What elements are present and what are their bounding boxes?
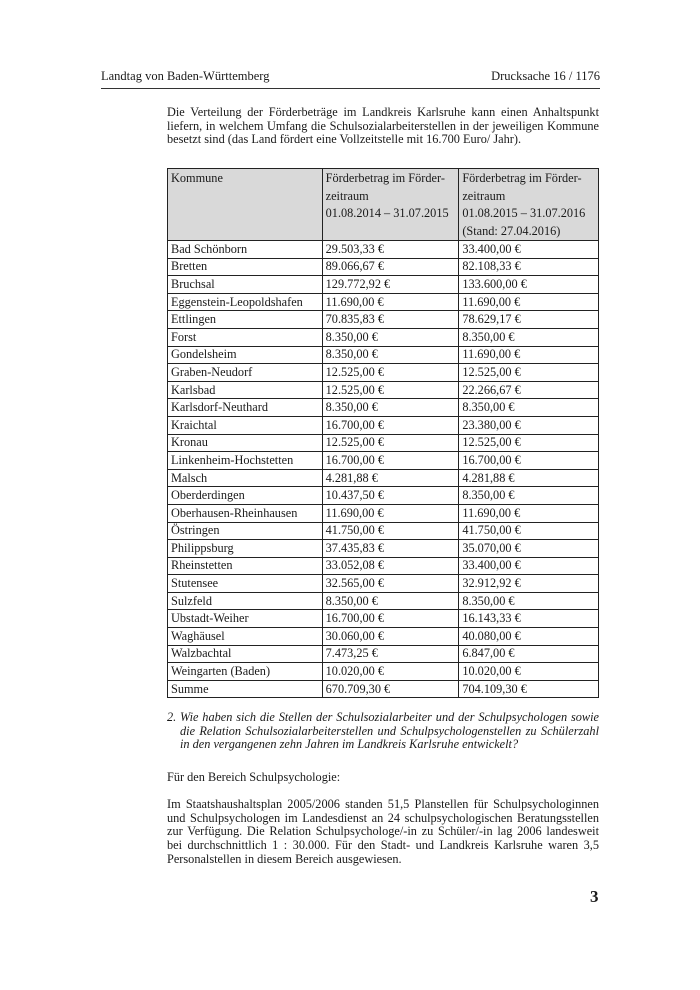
- amount-cell: 11.690,00 €: [459, 346, 599, 364]
- municipality-cell: Bretten: [168, 258, 323, 276]
- amount-cell: 30.060,00 €: [322, 628, 459, 646]
- header-line: 01.08.2014 – 31.07.2015: [325, 206, 449, 220]
- table-row: [168, 628, 599, 646]
- table-row: [168, 540, 599, 558]
- amount-cell: 11.690,00 €: [322, 504, 459, 522]
- table-row: [168, 328, 599, 346]
- municipality-cell: Linkenheim-Hochstetten: [168, 452, 323, 470]
- table-row: [168, 399, 599, 417]
- answer-paragraph: Im Staatshaushaltsplan 2005/2006 standen 51,5 Planstellen für Schulpsychologinnen und Schulpsychologen im Landesdienst an 24 schulpsychologischen Beratungsstellen zur Verfügung. Die Relation Schulpsychologe/-in zu Schüler/-in lag 2006 landesweit bei durchschnittlich 1 : 30.000. Für den Stadt- und Landkreis Karlsruhe waren 3,5 Personalstellen in diesem Bereich ausgewiesen.: [167, 797, 599, 866]
- municipality-cell: Karlsdorf-Neuthard: [168, 399, 323, 417]
- amount-cell: 40.080,00 €: [459, 628, 599, 646]
- amount-cell: 8.350,00 €: [459, 399, 599, 417]
- amount-cell: 670.709,30 €: [322, 680, 459, 698]
- amount-cell: 12.525,00 €: [322, 434, 459, 452]
- amount-cell: 16.700,00 €: [322, 610, 459, 628]
- amount-cell: 4.281,88 €: [459, 469, 599, 487]
- column-header: [168, 169, 323, 241]
- amount-cell: 41.750,00 €: [459, 522, 599, 540]
- amount-cell: 16.143,33 €: [459, 610, 599, 628]
- amount-cell: 32.565,00 €: [322, 575, 459, 593]
- table-row: [168, 311, 599, 329]
- municipality-cell: Oberhausen-Rheinhausen: [168, 504, 323, 522]
- amount-cell: 33.400,00 €: [459, 557, 599, 575]
- amount-cell: 12.525,00 €: [459, 434, 599, 452]
- table-row: [168, 680, 599, 698]
- amount-cell: 41.750,00 €: [322, 522, 459, 540]
- municipality-cell: Kraichtal: [168, 416, 323, 434]
- column-header: [459, 169, 599, 241]
- table-row: [168, 434, 599, 452]
- table-row: [168, 293, 599, 311]
- amount-cell: 8.350,00 €: [459, 328, 599, 346]
- table-row: [168, 645, 599, 663]
- amount-cell: 12.525,00 €: [322, 364, 459, 382]
- amount-cell: 8.350,00 €: [459, 487, 599, 505]
- table-row: [168, 258, 599, 276]
- amount-cell: 8.350,00 €: [322, 592, 459, 610]
- amount-cell: 33.052,08 €: [322, 557, 459, 575]
- municipality-cell: Philippsburg: [168, 540, 323, 558]
- header-line: Förderbetrag im Förder-: [325, 171, 445, 185]
- amount-cell: 11.690,00 €: [322, 293, 459, 311]
- question-number: 2.: [167, 710, 177, 724]
- table-row: [168, 522, 599, 540]
- question-2: [167, 711, 599, 752]
- municipality-cell: Ubstadt-Weiher: [168, 610, 323, 628]
- amount-cell: 16.700,00 €: [322, 416, 459, 434]
- section-intro: Für den Bereich Schulpsychologie:: [167, 770, 341, 784]
- table-row: [168, 469, 599, 487]
- municipality-cell: Ettlingen: [168, 311, 323, 329]
- table-row: [168, 557, 599, 575]
- amount-cell: 8.350,00 €: [322, 399, 459, 417]
- amount-cell: 133.600,00 €: [459, 276, 599, 294]
- amount-cell: 6.847,00 €: [459, 645, 599, 663]
- municipality-cell: Bad Schönborn: [168, 241, 323, 259]
- header-line: Kommune: [171, 171, 223, 185]
- amount-cell: 10.437,50 €: [322, 487, 459, 505]
- table-row: [168, 346, 599, 364]
- municipality-cell: Kronau: [168, 434, 323, 452]
- amount-cell: 10.020,00 €: [322, 663, 459, 681]
- amount-cell: 22.266,67 €: [459, 381, 599, 399]
- document-number: Drucksache 16 / 1176: [491, 69, 600, 83]
- table-row: [168, 416, 599, 434]
- amount-cell: 4.281,88 €: [322, 469, 459, 487]
- column-header: [322, 169, 459, 241]
- amount-cell: 82.108,33 €: [459, 258, 599, 276]
- table-row: [168, 364, 599, 382]
- amount-cell: 37.435,83 €: [322, 540, 459, 558]
- amount-cell: 11.690,00 €: [459, 293, 599, 311]
- table-row: [168, 504, 599, 522]
- municipality-cell: Gondelsheim: [168, 346, 323, 364]
- amount-cell: 11.690,00 €: [459, 504, 599, 522]
- amount-cell: 89.066,67 €: [322, 258, 459, 276]
- municipality-cell: Walzbachtal: [168, 645, 323, 663]
- amount-cell: 10.020,00 €: [459, 663, 599, 681]
- header-title: Landtag von Baden-Württemberg: [101, 69, 270, 83]
- amount-cell: 12.525,00 €: [459, 364, 599, 382]
- table-row: [168, 276, 599, 294]
- amount-cell: 29.503,33 €: [322, 241, 459, 259]
- page-header: [101, 69, 600, 84]
- table-row: [168, 452, 599, 470]
- municipality-cell: Oberderdingen: [168, 487, 323, 505]
- amount-cell: 12.525,00 €: [322, 381, 459, 399]
- table-row: [168, 241, 599, 259]
- municipality-cell: Weingarten (Baden): [168, 663, 323, 681]
- header-line: 01.08.2015 – 31.07.2016: [462, 206, 586, 220]
- municipality-cell: Rheinstetten: [168, 557, 323, 575]
- amount-cell: 78.629,17 €: [459, 311, 599, 329]
- amount-cell: 8.350,00 €: [322, 328, 459, 346]
- amount-cell: 7.473,25 €: [322, 645, 459, 663]
- amount-cell: 32.912,92 €: [459, 575, 599, 593]
- intro-paragraph: Die Verteilung der Förderbeträge im Landkreis Karlsruhe kann einen Anhaltspunkt liefern, in welchem Umfang die Schulsozialarbeiterstellen in der jeweiligen Kommune besetzt sind (das Land fördert eine Vollzeitstelle mit 16.700 Euro/ Jahr).: [167, 105, 599, 147]
- municipality-cell: Bruchsal: [168, 276, 323, 294]
- amount-cell: 70.835,83 €: [322, 311, 459, 329]
- table-header-row: [168, 169, 599, 241]
- amount-cell: 23.380,00 €: [459, 416, 599, 434]
- table-row: [168, 381, 599, 399]
- municipality-cell: Waghäusel: [168, 628, 323, 646]
- table-row: [168, 487, 599, 505]
- table-row: [168, 575, 599, 593]
- municipality-cell: Malsch: [168, 469, 323, 487]
- page-number: 3: [590, 887, 599, 906]
- municipality-cell: Östringen: [168, 522, 323, 540]
- header-line: (Stand: 27.04.2016): [462, 223, 561, 238]
- amount-cell: 16.700,00 €: [459, 452, 599, 470]
- municipality-cell: Sulzfeld: [168, 592, 323, 610]
- amount-cell: 33.400,00 €: [459, 241, 599, 259]
- header-line: zeitraum: [462, 188, 506, 203]
- municipality-cell: Stutensee: [168, 575, 323, 593]
- amount-cell: 8.350,00 €: [322, 346, 459, 364]
- header-divider: [101, 88, 600, 89]
- amount-cell: 129.772,92 €: [322, 276, 459, 294]
- municipality-cell: Karlsbad: [168, 381, 323, 399]
- municipality-cell: Eggenstein-Leopoldshafen: [168, 293, 323, 311]
- municipality-cell: Forst: [168, 328, 323, 346]
- municipality-cell: Graben-Neudorf: [168, 364, 323, 382]
- header-line: Förderbetrag im Förder-: [462, 171, 582, 185]
- amount-cell: 35.070,00 €: [459, 540, 599, 558]
- funding-table: [167, 168, 599, 698]
- table-row: [168, 610, 599, 628]
- header-line: zeitraum: [325, 188, 369, 203]
- amount-cell: 16.700,00 €: [322, 452, 459, 470]
- question-text: Wie haben sich die Stellen der Schulsozialarbeiter und der Schulpsychologen sowie die Relation Schulsozialarbeiterstellen und Schulpsychologenstellen zu Schülerzahl in den vergangenen zehn Jahren im Landkreis Karlsruhe entwickelt?: [180, 710, 599, 752]
- amount-cell: 704.109,30 €: [459, 680, 599, 698]
- table-row: [168, 592, 599, 610]
- table-row: [168, 663, 599, 681]
- amount-cell: 8.350,00 €: [459, 592, 599, 610]
- municipality-cell: Summe: [168, 680, 323, 698]
